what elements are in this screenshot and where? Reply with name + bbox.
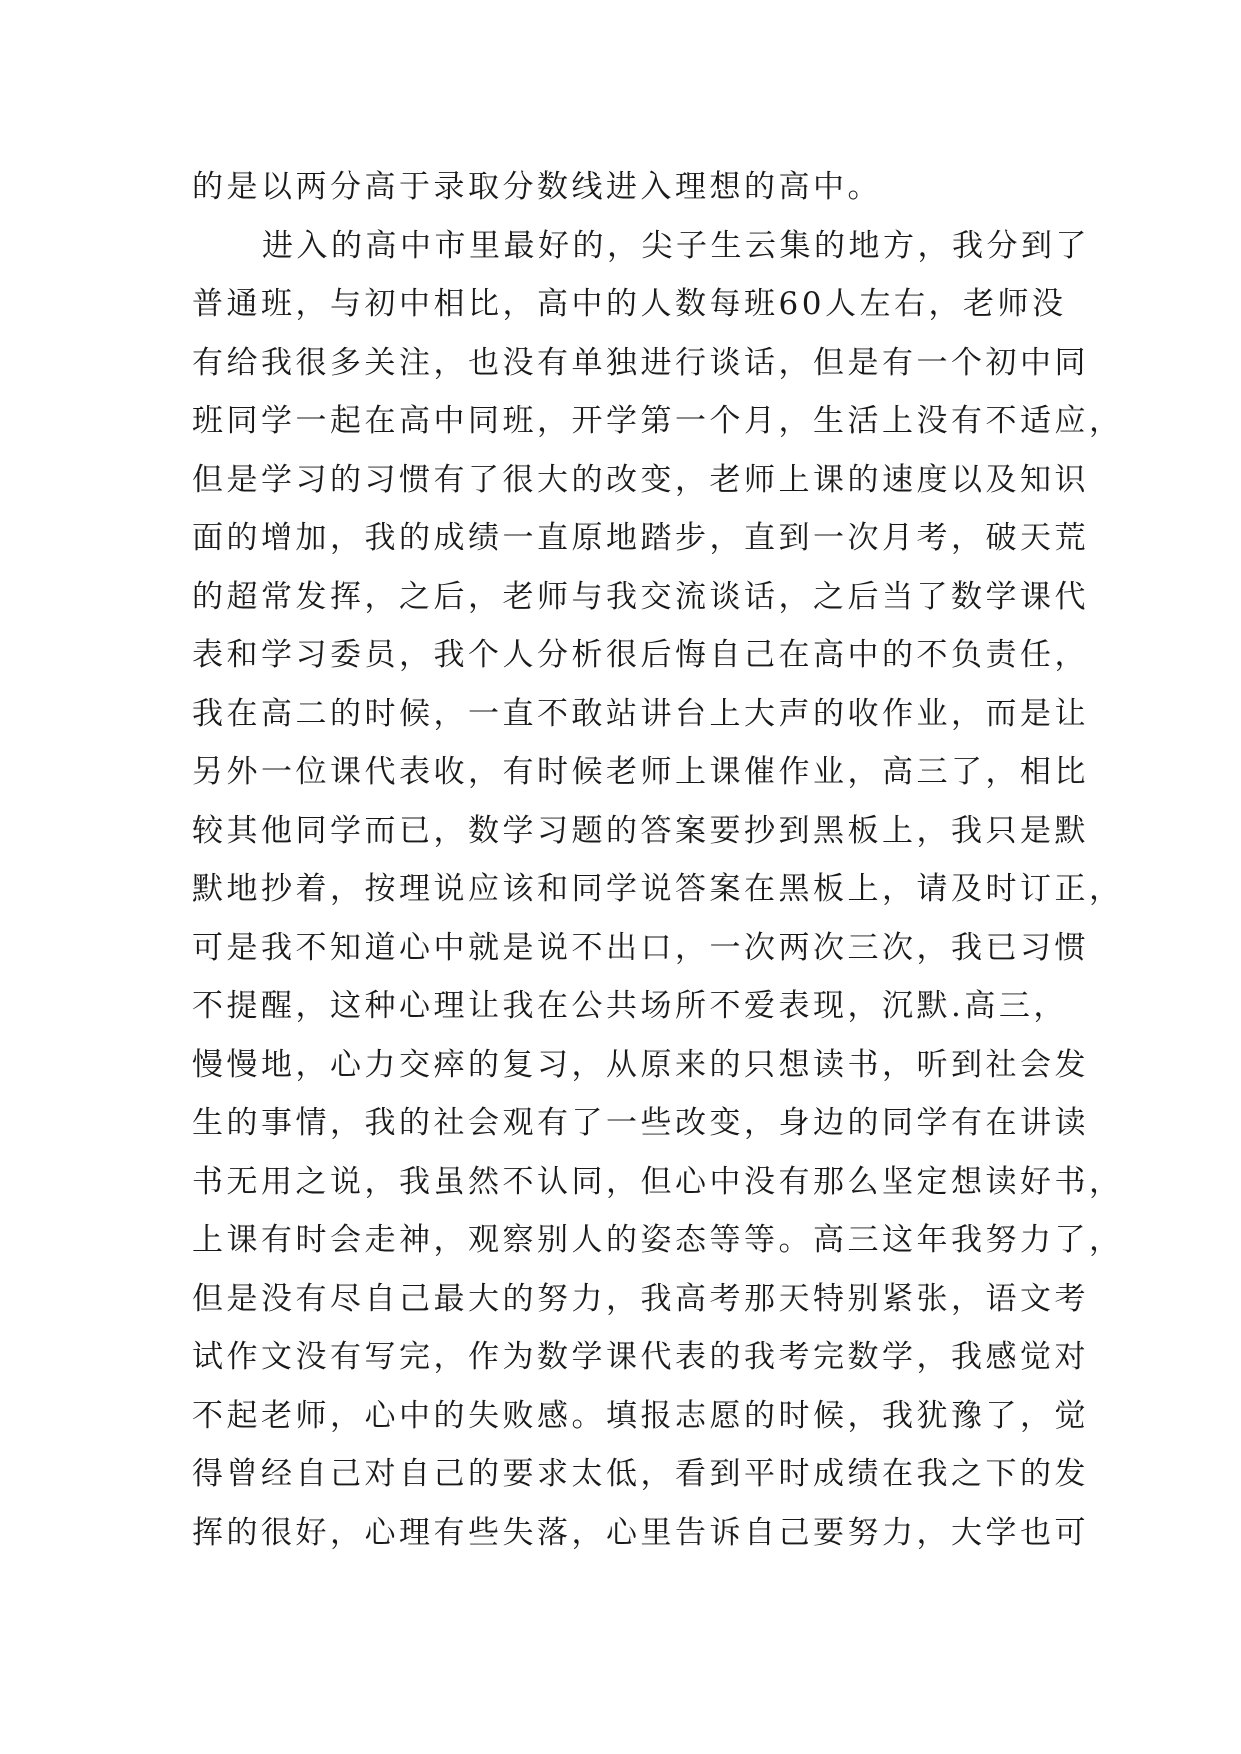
paragraph-first-line: 进入的高中市里最好的，尖子生云集的地方，我分到了 xyxy=(262,227,1090,264)
text-line: 较其他同学而已，数学习题的答案要抄到黑板上，我只是默 xyxy=(192,812,1089,849)
text-line: 不起老师，心中的失败感。填报志愿的时候，我犹豫了，觉 xyxy=(192,1397,1089,1434)
text-line: 得曾经自己对自己的要求太低，看到平时成绩在我之下的发 xyxy=(192,1456,1089,1492)
text-line: 慢慢地，心力交瘁的复习，从原来的只想读书，听到社会发 xyxy=(192,1046,1089,1083)
text-line: 默地抄着，按理说应该和同学说答案在黑板上，请及时订正， xyxy=(192,871,1124,907)
text-line: 挥的很好，心理有些失落，心里告诉自己要努力，大学也可 xyxy=(192,1514,1089,1551)
text-line: 上课有时会走神，观察别人的姿态等等。高三这年我努力了， xyxy=(192,1222,1124,1258)
text-line: 可是我不知道心中就是说不出口，一次两次三次，我已习惯 xyxy=(192,929,1089,966)
text-line: 班同学一起在高中同班，开学第一个月，生活上没有不适应， xyxy=(192,403,1124,439)
body-text xyxy=(192,158,1124,1562)
text-line: 面的增加，我的成绩一直原地踏步，直到一次月考，破天荒 xyxy=(192,520,1089,556)
text-line: 试作文没有写完，作为数学课代表的我考完数学，我感觉对 xyxy=(192,1339,1089,1375)
text-line: 另外一位课代表收，有时候老师上课催作业，高三了，相比 xyxy=(192,754,1089,790)
text-line: 但是学习的习惯有了很大的改变，老师上课的速度以及知识 xyxy=(192,461,1089,498)
text-line: 不提醒，这种心理让我在公共场所不爱表现，沉默.高三， xyxy=(192,988,1068,1024)
text-line: 普通班，与初中相比，高中的人数每班60人左右，老师没 xyxy=(192,286,1067,322)
text-line: 的是以两分高于录取分数线进入理想的高中。 xyxy=(192,169,882,205)
text-line: 表和学习委员，我个人分析很后悔自己在高中的不负责任， xyxy=(192,637,1089,673)
text-line: 书无用之说，我虽然不认同，但心中没有那么坚定想读好书， xyxy=(192,1163,1124,1200)
text-line: 有给我很多关注，也没有单独进行谈话，但是有一个初中同 xyxy=(192,344,1089,381)
text-line: 我在高二的时候，一直不敢站讲台上大声的收作业，而是让 xyxy=(192,695,1089,732)
text-line: 生的事情，我的社会观有了一些改变，身边的同学有在讲读 xyxy=(192,1105,1089,1141)
text-line: 的超常发挥，之后，老师与我交流谈话，之后当了数学课代 xyxy=(192,578,1089,615)
text-line: 但是没有尽自己最大的努力，我高考那天特别紧张，语文考 xyxy=(192,1280,1089,1317)
